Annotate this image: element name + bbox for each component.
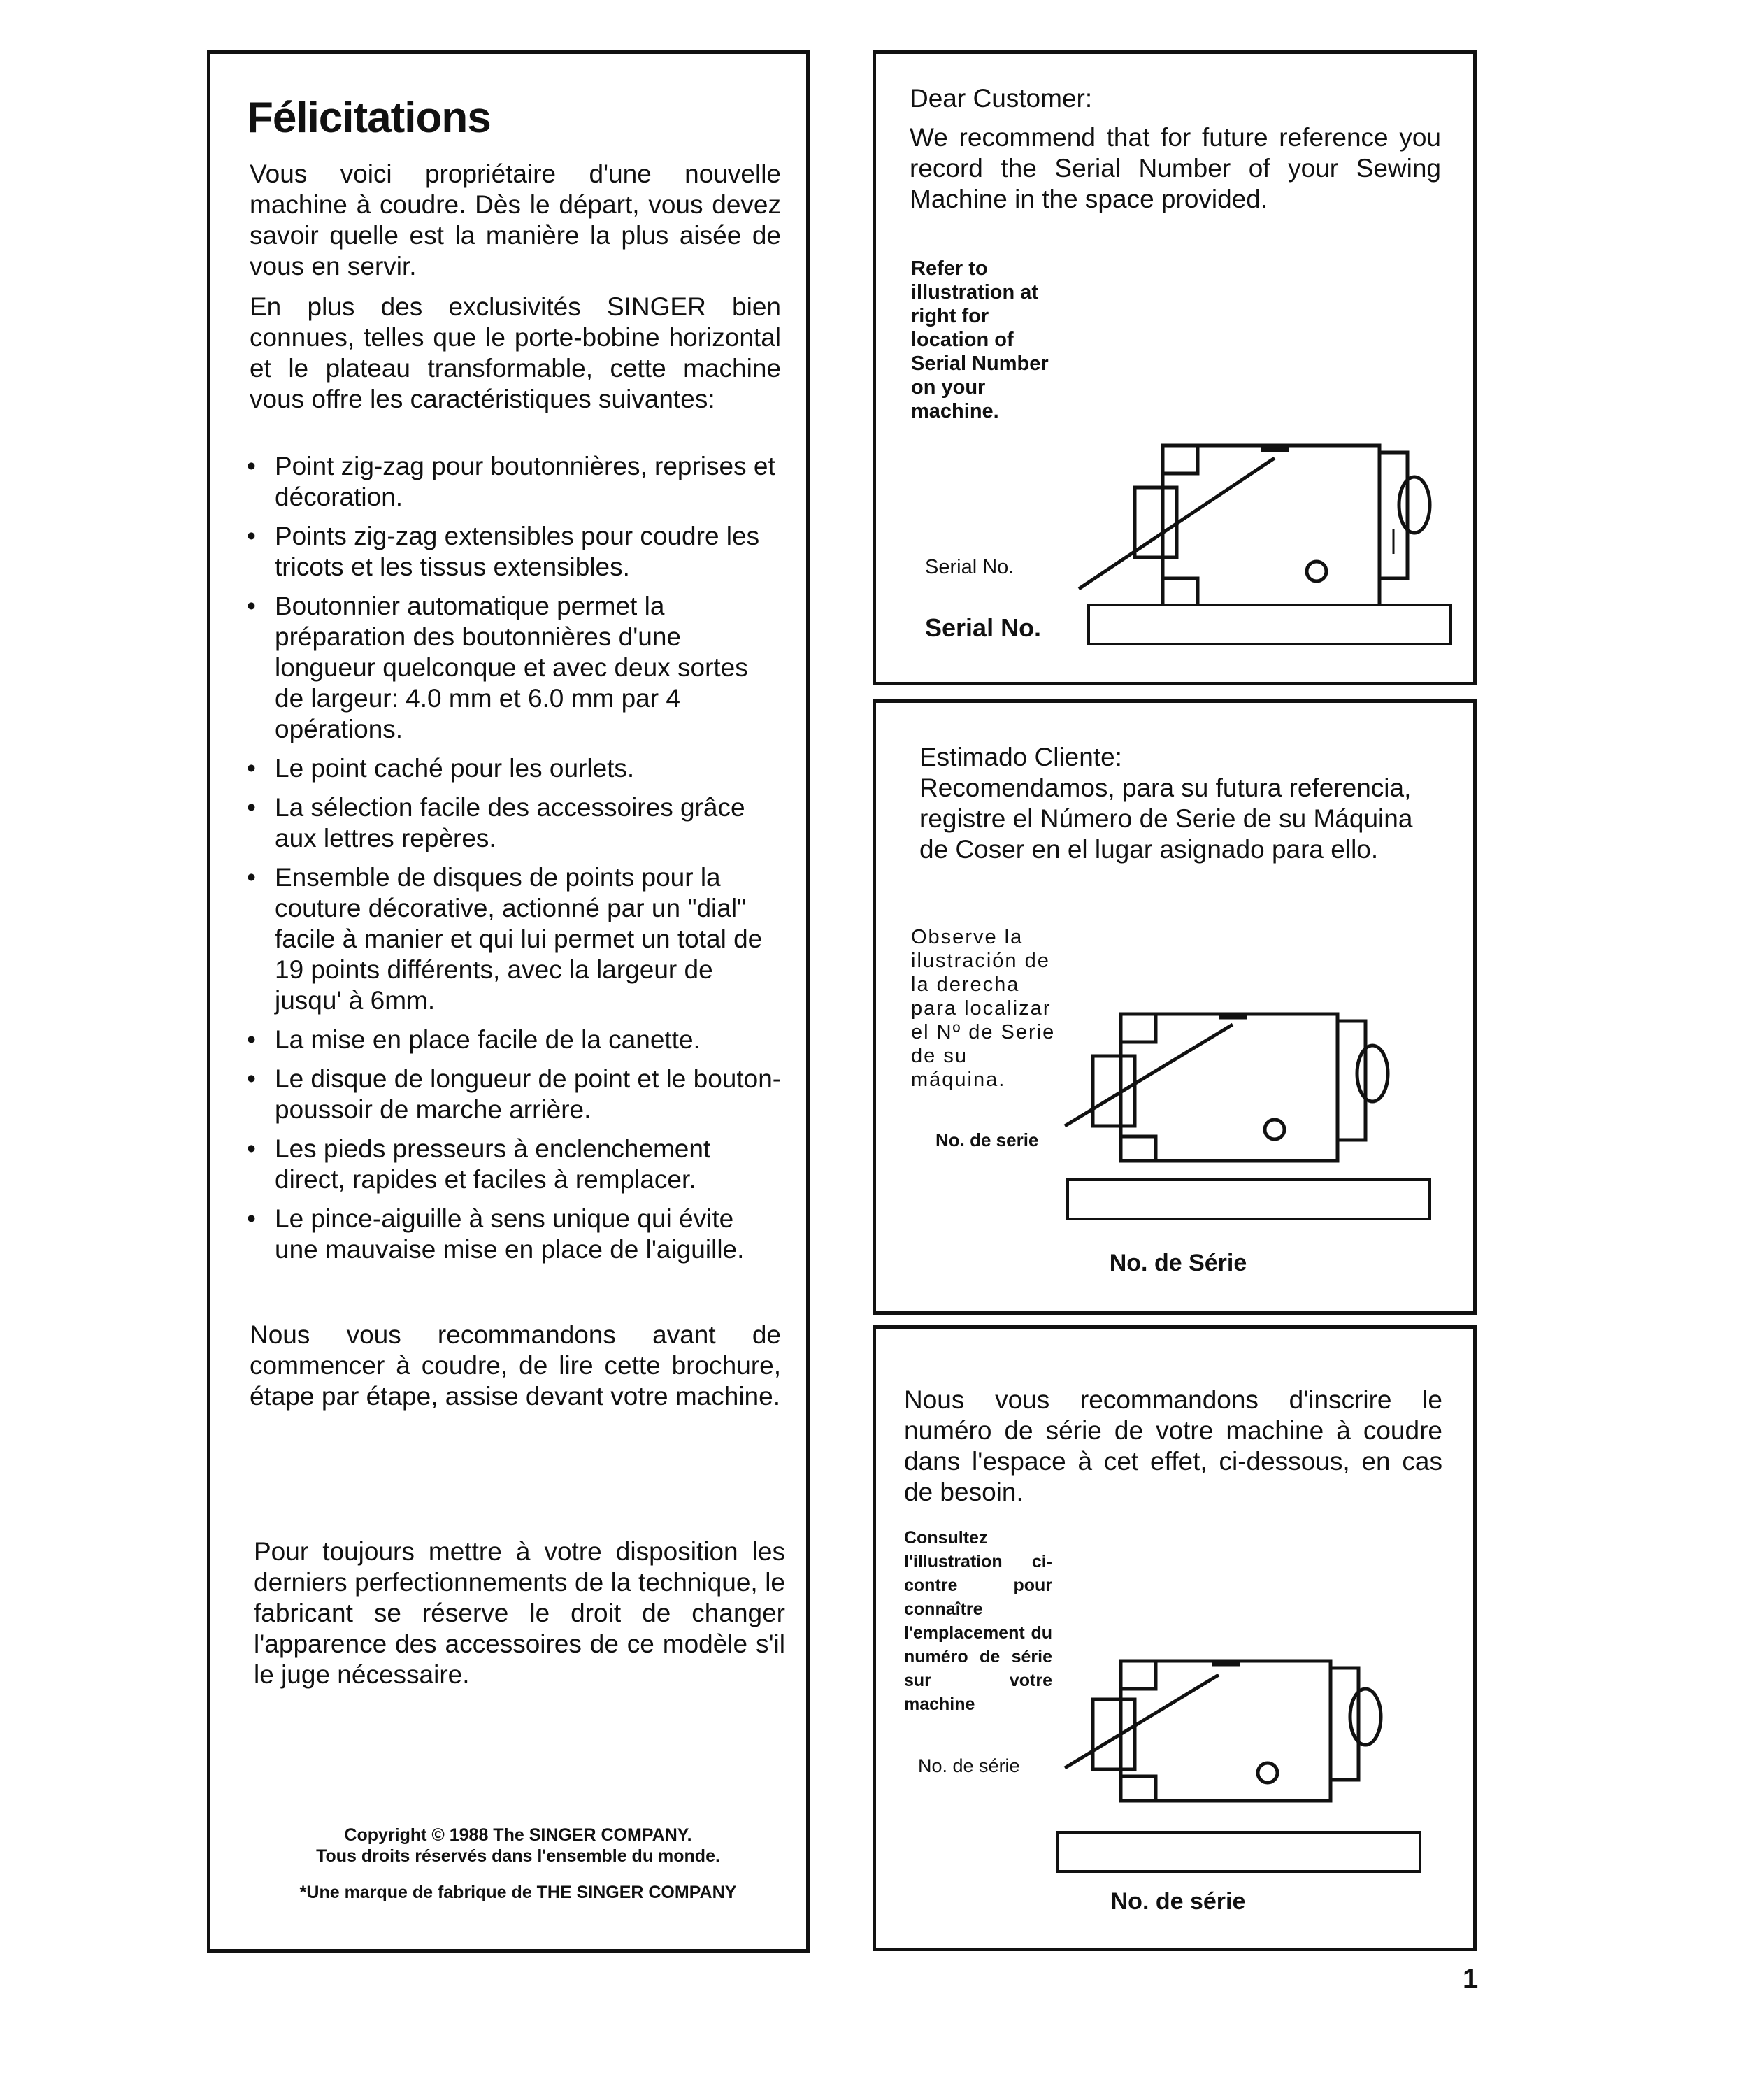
feature-item: • Boutonnier automatique permet la préparation des boutonnières d'une longueur quelconque et avec deux sortes de largeur: 4.0 mm et 6.0 mm par 4 opérations. [244,591,782,745]
instruction-text: We recommend that for future reference you record the Serial Number of your Sewing Machine in the space provided. [910,123,1441,213]
feature-item: • Point zig-zag pour boutonnières, reprises et décoration. [244,451,782,513]
recommendation-paragraph: Nous vous recommandons avant de commencer à coudre, de lire cette brochure, étape par étape, assise devant votre machine. [250,1320,781,1411]
feature-item: • La mise en place facile de la canette. [244,1025,782,1055]
feature-list [244,451,782,1273]
exclusives-paragraph: En plus des exclusivités SINGER bien connues, telles que le porte-bobine horizontal et le plateau transformable, cette machine vous offre les caractéristiques suivantes: [250,292,781,413]
pointer-label: No. de serie [935,1129,1039,1150]
spanish-serial-box [873,699,1477,1315]
instruction-text: Recomendamos, para su futura referencia, registre el Número de Serie de su Máquina de Coser en el lugar asignado para ello. [919,773,1413,864]
pointer-label: No. de série [918,1755,1020,1776]
illustration-note: Consultez l'illustration ci-contre pour connaître l'emplacement du numéro de série sur votre machine [904,1528,1052,1714]
serial-number-field[interactable] [1087,604,1452,645]
feature-item: • Ensemble de disques de points pour la couture décorative, actionné par un "dial" facile à manier et qui lui permet un total de 19 points différents, avec la largeur de jusqu' à 6mm. [244,862,782,1016]
page-title: Félicitations [247,94,491,142]
feature-item: • Le pince-aiguille à sens unique qui évite une mauvaise mise en place de l'aiguille. [244,1204,782,1265]
serial-field-label: No. de Série [1109,1250,1247,1276]
serial-number-field[interactable] [1056,1831,1421,1873]
trademark-notice: *Une marque de fabrique de THE SINGER COMPANY [299,1883,737,1902]
copyright-line: Copyright © 1988 The SINGER COMPANY. [344,1825,692,1845]
feature-item: • La sélection facile des accessoires grâce aux lettres repères. [244,792,782,854]
greeting: Dear Customer: [910,84,1093,113]
greeting: Estimado Cliente: [919,743,1122,771]
pointer-label: Serial No. [925,556,1014,578]
intro-paragraph: Vous voici propriétaire d'une nouvelle machine à coudre. Dès le départ, vous devez savoir quelle est la manière la plus aisée de vous en servir. [250,159,781,280]
feature-item: • Les pieds presseurs à enclenchement direct, rapides et faciles à remplacer. [244,1134,782,1195]
machine-illustration [1065,997,1456,1171]
feature-item: • Points zig-zag extensibles pour coudre les tricots et les tissus extensibles. [244,521,782,583]
instruction-text: Nous vous recommandons d'inscrire le numéro de série de votre machine à coudre dans l'espace à cet effet, ci-dessous, en cas de besoin. [904,1385,1442,1506]
copyright-notice [308,1825,728,1867]
serial-field-label: Serial No. [925,613,1042,642]
rights-line: Tous droits réservés dans l'ensemble du monde. [316,1846,720,1866]
english-serial-box [873,50,1477,685]
machine-illustration [1065,1643,1456,1811]
feature-item: • Le disque de longueur de point et le bouton-poussoir de marche arrière. [244,1064,782,1125]
technique-paragraph: Pour toujours mettre à votre disposition les derniers perfectionnements de la technique, le fabricant se réserve le droit de changer l'apparence des accessoires de ce modèle s'il le juge nécessaire. [254,1537,785,1689]
serial-field-label: No. de série [1110,1888,1246,1915]
serial-number-field[interactable] [1066,1178,1431,1220]
page-number: 1 [1463,1964,1479,1994]
felicitations-panel [207,50,810,1953]
illustration-note: Refer to illustration at right for location of Serial Number on your machine. [911,257,1049,422]
french-serial-box [873,1325,1477,1951]
illustration-note: Observe la ilustración de la derecha para localizar el Nº de Serie de su máquina. [911,926,1056,1091]
feature-item: • Le point caché pour les ourlets. [244,753,782,784]
machine-illustration [1079,424,1470,613]
